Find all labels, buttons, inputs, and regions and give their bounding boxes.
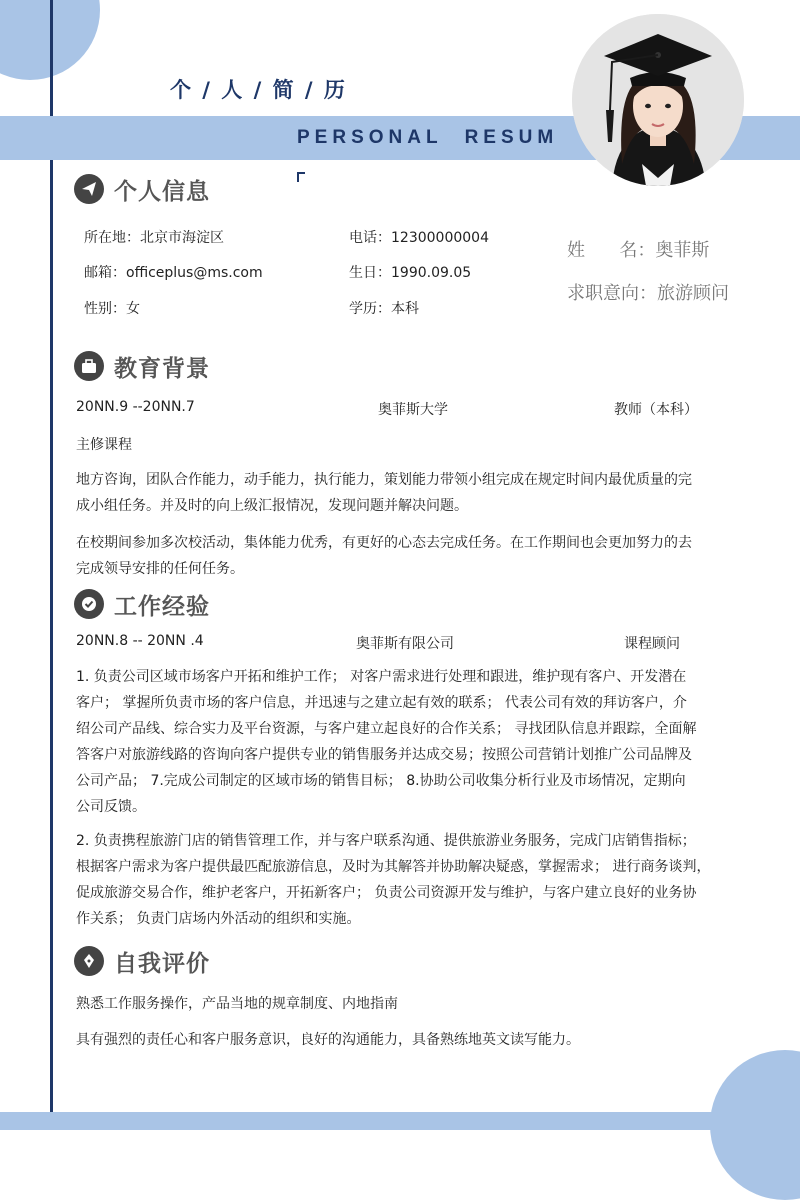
profile-photo	[572, 14, 744, 186]
info-name	[567, 236, 709, 262]
info-intent-value: 旅游顾问	[657, 283, 729, 304]
edu-school: 奥菲斯大学	[378, 402, 448, 418]
edu-p2-line1: 在校期间参加多次校活动，集体能力优秀，有更好的心态去完成任务。在工作期间也会更加努力的去	[76, 535, 692, 551]
work-p2-line1: 2. 负责携程旅游门店的销售管理工作，并与客户联系沟通、提供旅游业务服务，完成门店销售指标；	[76, 833, 696, 849]
resume-title-cn: 个 / 人 / 简 / 历	[170, 78, 347, 102]
work-paragraph-2	[76, 828, 736, 932]
self-eval-line1: 熟悉工作服务操作，产品当地的规章制度、内地指南	[76, 996, 398, 1012]
section-header-self	[74, 944, 210, 978]
left-vertical-line	[50, 0, 53, 1130]
pen-nib-icon	[74, 946, 104, 976]
section-header-education	[74, 349, 210, 383]
section-header-info	[74, 172, 210, 206]
info-gender: 性别：女	[84, 301, 140, 317]
section-title-info: 个人信息	[114, 178, 210, 205]
work-p1-line3: 绍公司产品线、综合实力及平台资源，与客户建立起良好的合作关系； 寻找团队信息并跟踪，全面解	[76, 721, 697, 737]
work-p2-line4: 作关系； 负责门店场内外活动的组织和实施。	[76, 911, 361, 927]
bracket-decoration	[297, 172, 305, 182]
section-title-work: 工作经验	[114, 593, 210, 620]
info-degree: 学历：本科	[349, 301, 419, 317]
info-name-value: 奥菲斯	[655, 240, 710, 261]
work-paragraph-1	[76, 664, 736, 820]
briefcase-icon	[74, 351, 104, 381]
info-phone: 电话：12300000004	[349, 230, 489, 246]
work-period: 20NN.8 -- 20NN .4	[76, 633, 204, 649]
edu-paragraph-1	[76, 467, 736, 519]
badge-check-icon	[74, 589, 104, 619]
resume-title-en-part1: PERSONAL	[297, 127, 443, 148]
work-p1-line4: 答客户对旅游线路的咨询向客户提供专业的销售服务并达成交易；按照公司营销计划推广公司品牌及	[76, 747, 692, 763]
work-company: 奥菲斯有限公司	[356, 636, 454, 652]
section-title-education: 教育背景	[114, 355, 210, 382]
edu-period: 20NN.9 --20NN.7	[76, 399, 195, 415]
info-birthday: 生日：1990.09.05	[349, 265, 472, 281]
work-p2-line3: 促成旅游交易合作，维护老客户，开拓新客户； 负责公司资源开发与维护，与客户建立良好的业务协	[76, 885, 697, 901]
work-position: 课程顾问	[624, 636, 680, 652]
edu-p1-line1: 地方咨询，团队合作能力，动手能力，执行能力，策划能力带领小组完成在规定时间内最优质量的完	[76, 472, 692, 488]
edu-p2-line2: 完成领导安排的任何任务。	[76, 561, 244, 577]
section-header-work	[74, 587, 210, 621]
paper-plane-icon	[74, 174, 104, 204]
edu-courses-label: 主修课程	[76, 437, 132, 453]
edu-paragraph-2	[76, 530, 736, 582]
resume-title-en	[297, 127, 558, 149]
work-p2-line2: 根据客户需求为客户提供最匹配旅游信息，及时为其解答并协助解决疑惑，掌握需求； 进行商务谈判，	[76, 859, 711, 875]
edu-major: 教师（本科）	[614, 402, 698, 418]
work-p1-line1: 1. 负责公司区域市场客户开拓和维护工作； 对客户需求进行处理和跟进，维护现有客户、开发潜在	[76, 669, 687, 685]
section-title-self: 自我评价	[114, 950, 210, 977]
self-eval-line2: 具有强烈的责任心和客户服务意识，良好的沟通能力，具备熟练地英文读写能力。	[76, 1032, 580, 1048]
edu-p1-line2: 成小组任务。并及时的向上级汇报情况，发现问题并解决问题。	[76, 498, 468, 514]
bottom-bar	[0, 1112, 800, 1130]
work-p1-line2: 客户； 掌握所负责市场的客户信息，并迅速与之建立起有效的联系； 代表公司有效的拜访客户，介	[76, 695, 687, 711]
info-location: 所在地：北京市海淀区	[84, 230, 224, 246]
info-intent	[567, 279, 729, 305]
work-p1-line5: 公司产品； 7.完成公司制定的区域市场的销售目标； 8.协助公司收集分析行业及市场情况，定期向	[76, 773, 686, 789]
work-p1-line6: 公司反馈。	[76, 799, 146, 815]
info-intent-label: 求职意向：	[567, 283, 657, 304]
info-name-label: 姓 名：	[567, 240, 656, 261]
resume-title-en-part2: RESUM	[464, 127, 559, 148]
info-email: 邮箱：officeplus@ms.com	[84, 265, 263, 281]
